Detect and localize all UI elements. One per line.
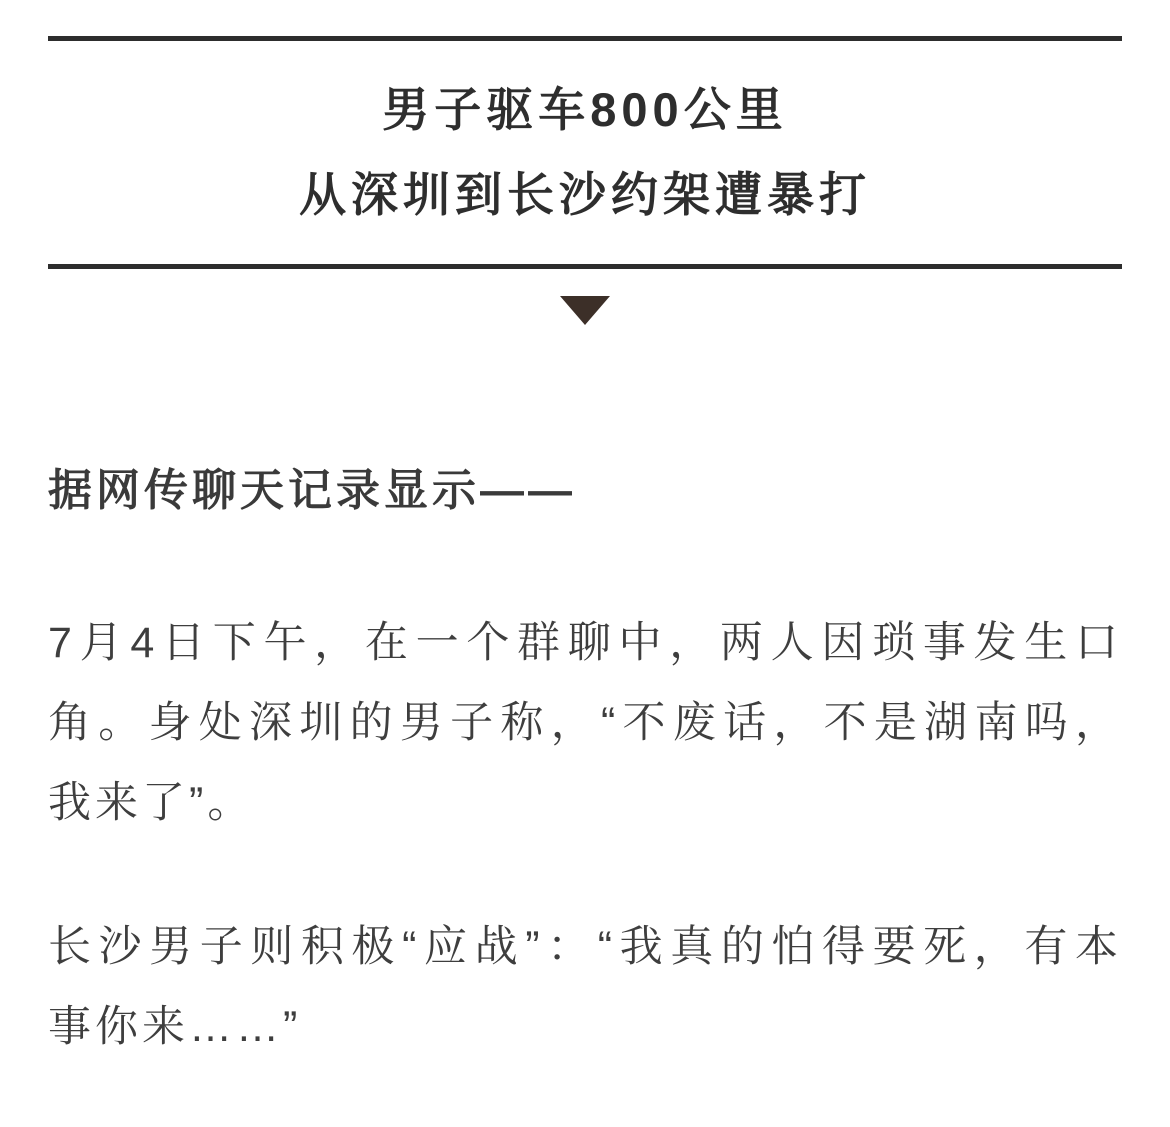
bottom-divider-line (48, 264, 1122, 269)
paragraph-1 (48, 603, 1122, 843)
lead-heading: 据网传聊天记录显示—— (48, 466, 576, 515)
article-title-line-1: 男子驱车800公里 (382, 83, 788, 136)
section-divider (48, 296, 1122, 325)
paragraph-1-line-1: 7月4日下午，在一个群聊中，两人因琐事发生口 (48, 619, 1122, 667)
paragraph-2 (48, 907, 1122, 1067)
paragraph-1-line-3: 我来了”。 (48, 779, 255, 827)
article-title-line-2: 从深圳到长沙约架遭暴打 (299, 168, 871, 221)
paragraph-2-line-1: 长沙男子则积极“应战”：“我真的怕得要死，有本 (48, 923, 1122, 971)
top-divider-line (48, 36, 1122, 41)
paragraph-2-line-2: 事你来……” (48, 1003, 302, 1051)
article-title (48, 67, 1122, 237)
down-triangle-icon (560, 296, 610, 325)
paragraph-1-line-2: 角。身处深圳的男子称，“不废话，不是湖南吗， (48, 699, 1122, 747)
